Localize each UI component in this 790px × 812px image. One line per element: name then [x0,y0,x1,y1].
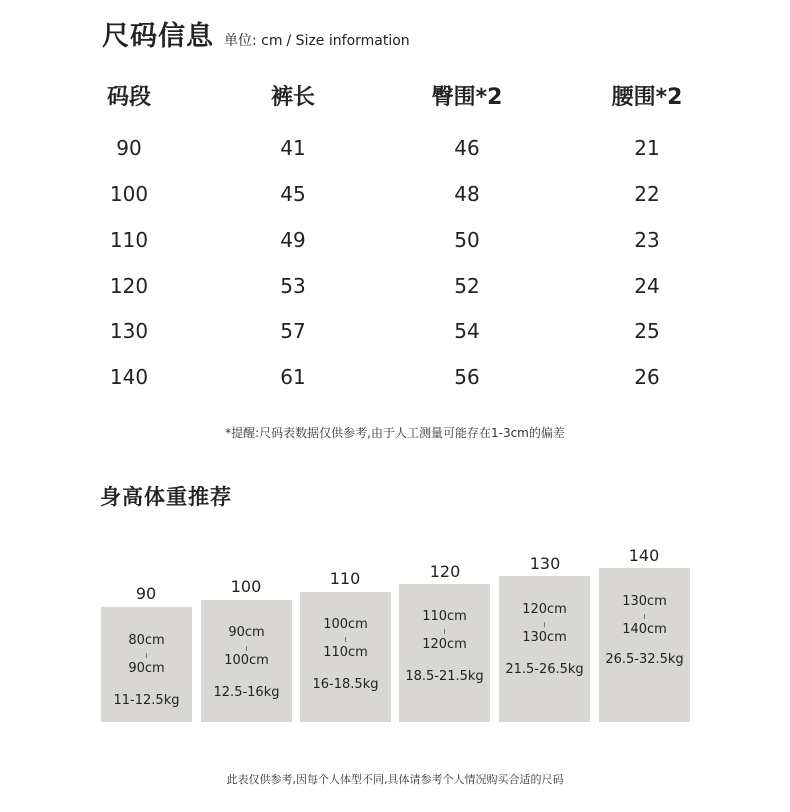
height-from: 90cm [228,625,265,640]
bar-size-label: 120 [429,562,461,581]
page-title: 尺码信息 [102,21,214,52]
bar-size-label: 110 [329,569,361,588]
tilde-icon: ≀ [245,644,248,653]
table-header-length: 裤长 [270,85,316,110]
table-header-size: 码段 [106,85,152,110]
height-to: 130cm [522,630,567,645]
weight-range: 12.5-16kg [213,685,280,700]
table-cell: 26 [634,365,660,389]
table-cell: 21 [634,136,660,160]
table-cell: 100 [109,182,149,206]
table-cell: 61 [280,365,306,389]
weight-range: 26.5-32.5kg [605,652,684,667]
height-from: 130cm [622,594,667,609]
bar-size-label: 90 [135,584,157,603]
unit-label [224,30,410,50]
table-cell: 45 [280,182,306,206]
table-cell: 130 [109,319,149,343]
table-cell: 57 [280,319,306,343]
height-to: 100cm [224,653,269,668]
table-cell: 24 [634,274,660,298]
tilde-icon: ≀ [443,627,446,636]
height-from: 100cm [323,617,368,632]
recommend-bar-90 [101,607,192,722]
bar-size-label: 130 [529,554,561,573]
recommend-title: 身高体重推荐 [100,485,232,509]
tilde-icon: ≀ [344,635,347,644]
table-cell: 41 [280,136,306,160]
tilde-icon: ≀ [643,612,646,621]
table-cell: 54 [454,319,480,343]
table-header-waist: 腰围*2 [611,85,683,110]
table-cell: 48 [454,182,480,206]
bar-size-label: 140 [628,546,660,565]
height-to: 120cm [422,637,467,652]
bar-size-label: 100 [230,577,262,596]
table-cell: 120 [109,274,149,298]
height-from: 80cm [128,633,165,648]
weight-range: 11-12.5kg [113,693,180,708]
footer-disclaimer: 此表仅供参考,因每个人体型不同,具体请参考个人情况购买合适的尺码 [226,773,564,786]
weight-range: 18.5-21.5kg [405,669,484,684]
tilde-icon: ≀ [145,651,148,660]
table-cell: 25 [634,319,660,343]
table-cell: 110 [109,228,149,252]
recommend-bar-140 [599,568,690,722]
recommend-bar-130 [499,576,590,722]
height-from: 110cm [422,609,467,624]
size-info-header [102,14,410,54]
recommend-bar-110 [300,592,391,722]
table-cell: 22 [634,182,660,206]
table-cell: 56 [454,365,480,389]
measurement-note: *提醒:尺码表数据仅供参考,由于人工测量可能存在1-3cm的偏差 [225,426,565,440]
table-cell: 52 [454,274,480,298]
height-to: 110cm [323,645,368,660]
recommend-bar-100 [201,600,292,722]
height-from: 120cm [522,602,567,617]
height-to: 90cm [128,661,165,676]
unit-en: / Size information [286,33,410,49]
table-cell: 46 [454,136,480,160]
table-cell: 140 [109,365,149,389]
table-cell: 53 [280,274,306,298]
table-header-hip: 臀围*2 [431,85,503,110]
recommend-bar-120 [399,584,490,722]
height-to: 140cm [622,622,667,637]
table-cell: 50 [454,228,480,252]
unit-cn: 单位: cm [224,33,283,49]
tilde-icon: ≀ [543,620,546,629]
table-cell: 90 [116,136,142,160]
weight-range: 16-18.5kg [312,677,379,692]
table-cell: 23 [634,228,660,252]
weight-range: 21.5-26.5kg [505,662,584,677]
table-cell: 49 [280,228,306,252]
